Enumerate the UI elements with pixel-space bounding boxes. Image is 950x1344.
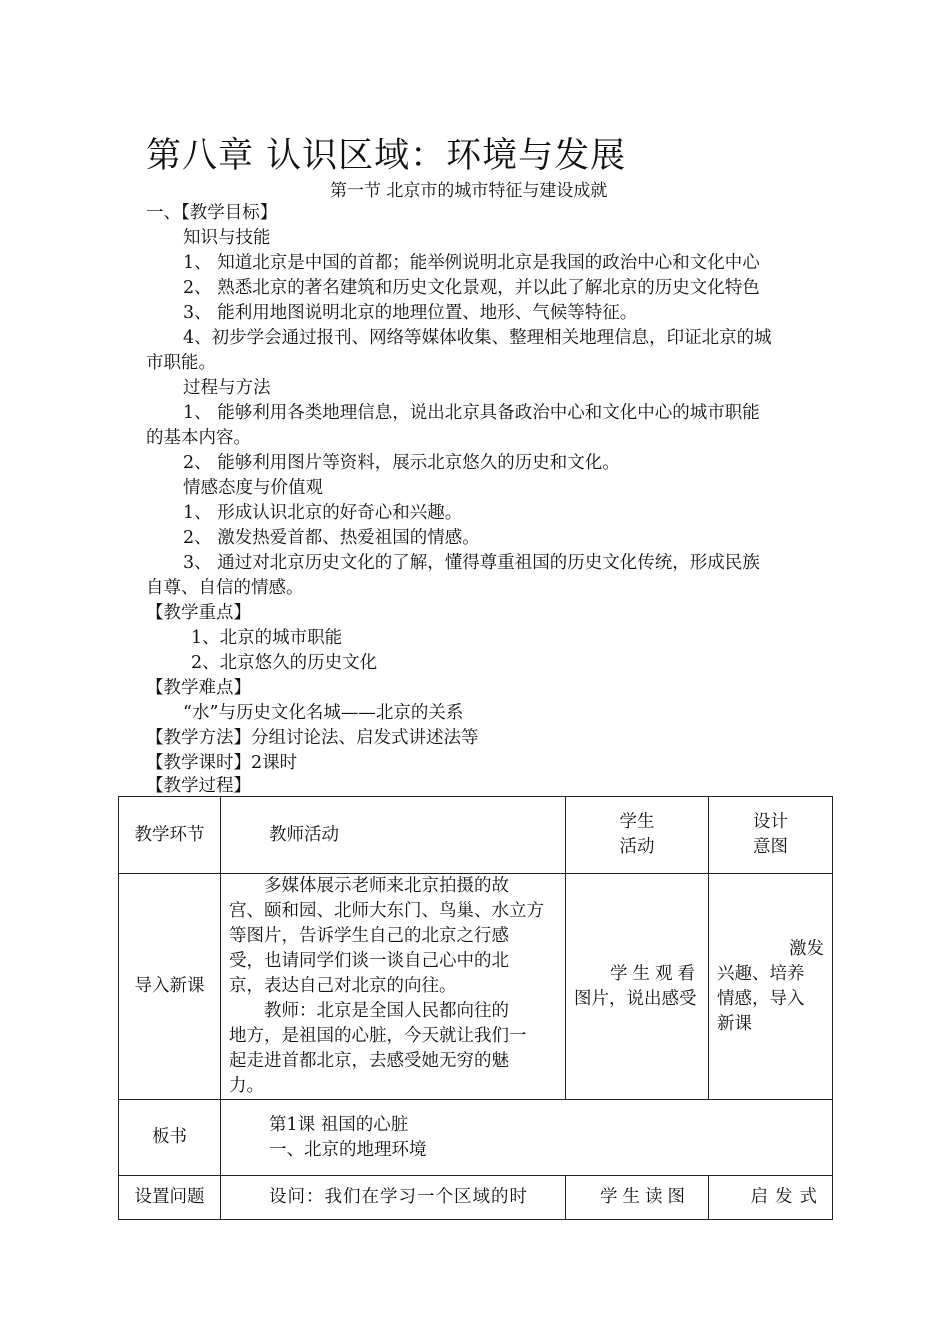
table-row-board [119,1100,833,1176]
process-item-cont: 的基本内容。 [146,428,251,448]
teacher-line: 起走进首都北京，去感受她无穷的魅 [229,1051,509,1071]
section-title: 第一节 北京市的城市特征与建设成就 [330,181,608,201]
hours-line: 【教学课时】2课时 [146,753,298,773]
board-content [221,1100,833,1176]
row-teacher-activity [221,874,566,1100]
header-design-line: 设计 [753,812,788,832]
difficulties-heading: 【教学难点】 [146,678,251,698]
knowledge-item: 1、 知道北京是中国的首都；能举例说明北京是我国的政治中心和文化中心 [183,253,760,273]
knowledge-item: 3、 能利用地图说明北京的地理位置、地形、气候等特征。 [183,303,638,323]
design-line: 兴趣、培养 [717,963,805,984]
key-point-item: 2、北京悠久的历史文化 [191,653,378,673]
teacher-line: 京，表达自己对北京的向往。 [229,976,457,996]
key-point-item: 1、北京的城市职能 [191,628,343,648]
design-line: 情感，导入 [717,988,805,1009]
objectives-heading: 一、【教学目标】 [146,203,278,223]
header-design [709,797,833,874]
design-line: 新课 [717,1013,752,1034]
table-header-row [119,797,833,874]
question-design: 启发式 [709,1176,833,1220]
question-teacher: 设问：我们在学习一个区域的时 [221,1176,566,1220]
teacher-line: 受，也请同学们谈一谈自己心中的北 [229,951,509,971]
knowledge-item: 2、 熟悉北京的著名建筑和历史文化景观，并以此了解北京的历史文化特色 [183,278,760,298]
methods-line: 【教学方法】分组讨论法、启发式讲述法等 [146,728,479,748]
student-line: 图片，说出感受 [574,988,697,1009]
teacher-line: 宫、颐和园、北师大东门、鸟巢、水立方 [229,901,544,921]
attitude-item: 3、 通过对北京历史文化的了解，懂得尊重祖国的历史文化传统，形成民族 [183,553,760,573]
attitude-item: 1、 形成认识北京的好奇心和兴趣。 [183,503,463,523]
question-stage: 设置问题 [119,1176,221,1220]
teacher-line: 等图片，告诉学生自己的北京之行感 [229,926,509,946]
teaching-process-table [118,796,833,1220]
key-points-heading: 【教学重点】 [146,603,251,623]
board-line: 一、北京的地理环境 [269,1139,427,1160]
board-stage: 板书 [119,1100,221,1176]
row-design-intent [709,874,833,1100]
table-row-intro [119,874,833,1100]
knowledge-heading: 知识与技能 [183,228,271,248]
teacher-line: 力。 [229,1076,264,1096]
design-line: 激发 [789,938,824,959]
attitude-item-cont: 自尊、自信的情感。 [146,578,304,598]
teacher-line: 教师：北京是全国人民都向往的 [264,1001,509,1021]
attitude-item: 2、 激发热爱首都、热爱祖国的情感。 [183,528,480,548]
table-row-question [119,1176,833,1220]
header-student-line: 学生 [619,812,655,832]
header-teacher: 教师活动 [221,797,566,874]
knowledge-item-cont: 市职能。 [146,353,216,373]
row-stage: 导入新课 [119,874,221,1100]
header-student [566,797,709,874]
teacher-line: 地方，是祖国的心脏，今天就让我们一 [229,1026,527,1046]
process-item: 2、 能够利用图片等资料，展示北京悠久的历史和文化。 [183,453,620,473]
student-line: 学生观看 [610,963,700,984]
header-student-line: 活动 [619,837,655,857]
teacher-line: 多媒体展示老师来北京拍摄的故 [264,876,509,896]
row-student-activity [566,874,709,1100]
knowledge-item: 4、初步学会通过报刊、网络等媒体收集、整理相关地理信息，印证北京的城 [183,328,772,348]
header-stage: 教学环节 [119,797,221,874]
chapter-title: 第八章 认识区域：环境与发展 [146,136,627,176]
difficulties-text: “水”与历史文化名城——北京的关系 [183,703,464,723]
question-student: 学生读图 [566,1176,709,1220]
attitude-heading: 情感态度与价值观 [183,478,323,498]
process-item: 1、 能够利用各类地理信息，说出北京具备政治中心和文化中心的城市职能 [183,403,760,423]
process-table-heading: 【教学过程】 [146,776,251,796]
header-design-line: 意图 [753,837,788,857]
process-heading: 过程与方法 [183,378,271,398]
board-line: 第1课 祖国的心脏 [269,1114,409,1135]
